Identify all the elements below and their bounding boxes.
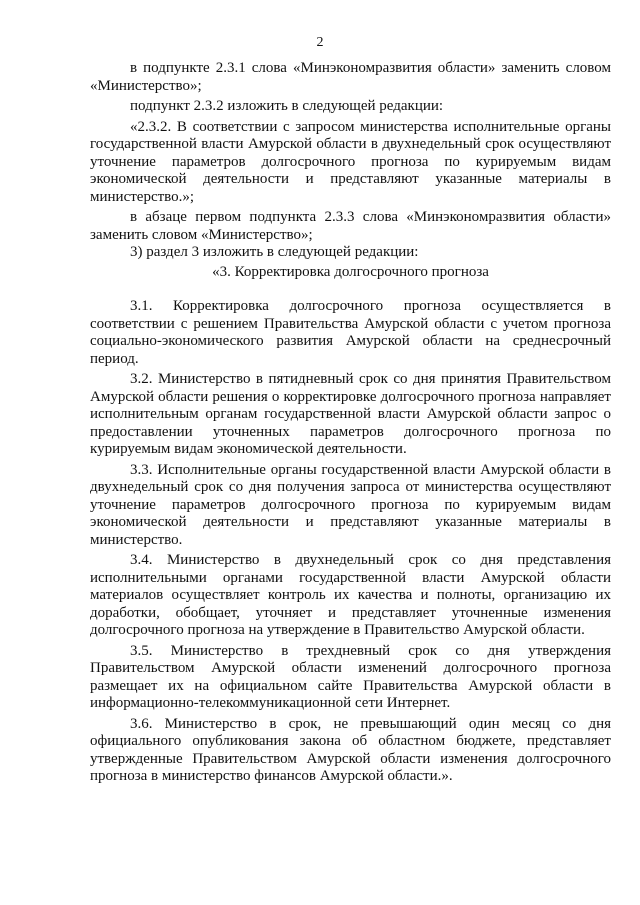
paragraph-3-6: 3.6. Министерство в срок, не превышающий один месяц со дня официального опубликования закона об областном бюджете, представляет утвержденные Правительством Амурской области изменения долгосрочного прогноза в министерство финансов Амурской области.».	[90, 715, 611, 784]
paragraph-3-2: 3.2. Министерство в пятидневный срок со дня принятия Правительством Амурской области решения о корректировке долгосрочного прогноза направляет исполнительным органам государственной власти Амурской области запрос о предоставлении уточненных параметров долгосрочного прогноза по курируемым видам экономической деятельности.	[90, 371, 611, 457]
paragraph-section-3-intro: 3) раздел 3 изложить в следующей редакции:	[130, 244, 419, 260]
paragraph-2-3-2-text: «2.3.2. В соответствии с запросом министерства исполнительные органы государственной власти Амурской области в двухнедельный срок осуществляют уточнение параметров долгосрочного прогноза по курируемым видам экономической деятельности и представляют указанные материалы в министерство.»;	[90, 118, 611, 205]
page-number: 2	[316, 35, 324, 50]
paragraph-3-1: 3.1. Корректировка долгосрочного прогноза осуществляется в соответствии с решением Правительства Амурской области с учетом прогноза социально-экономического развития Амурской области на среднесрочный период.	[90, 298, 611, 367]
section-heading: «3. Корректировка долгосрочного прогноза	[212, 263, 489, 280]
paragraph-amend-2-3-1: в подпункте 2.3.1 слова «Минэкономразвития области» заменить словом «Министерство»;	[90, 60, 611, 94]
document-body	[90, 60, 611, 786]
paragraph-3-3: 3.3. Исполнительные органы государственной власти Амурской области в двухнедельный срок со дня получения запроса от министерства осуществляют уточнение параметров долгосрочного прогноза по курируемым видам экономической деятельности и представляют указанные материалы в министерство.	[90, 461, 611, 548]
paragraph-3-5: 3.5. Министерство в трехдневный срок со дня утверждения Правительством Амурской области изменений долгосрочного прогноза размещает их на официальном сайте Правительства Амурской области в информационно-телекоммуникационной сети Интернет.	[90, 642, 611, 711]
paragraph-amend-2-3-2-intro: подпункт 2.3.2 изложить в следующей редакции:	[130, 98, 444, 114]
paragraph-3-4: 3.4. Министерство в двухнедельный срок со дня представления исполнительными органами государственной власти Амурской области материалов осуществляет контроль их качества и полноты, организацию их доработки, обобщает, уточняет и представляет уточненные изменения долгосрочного прогноза на утверждение в Правительство Амурской области.	[90, 552, 611, 638]
paragraph-amend-2-3-3: в абзаце первом подпункта 2.3.3 слова «Минэкономразвития области» заменить словом «Министерство»;	[90, 209, 611, 243]
